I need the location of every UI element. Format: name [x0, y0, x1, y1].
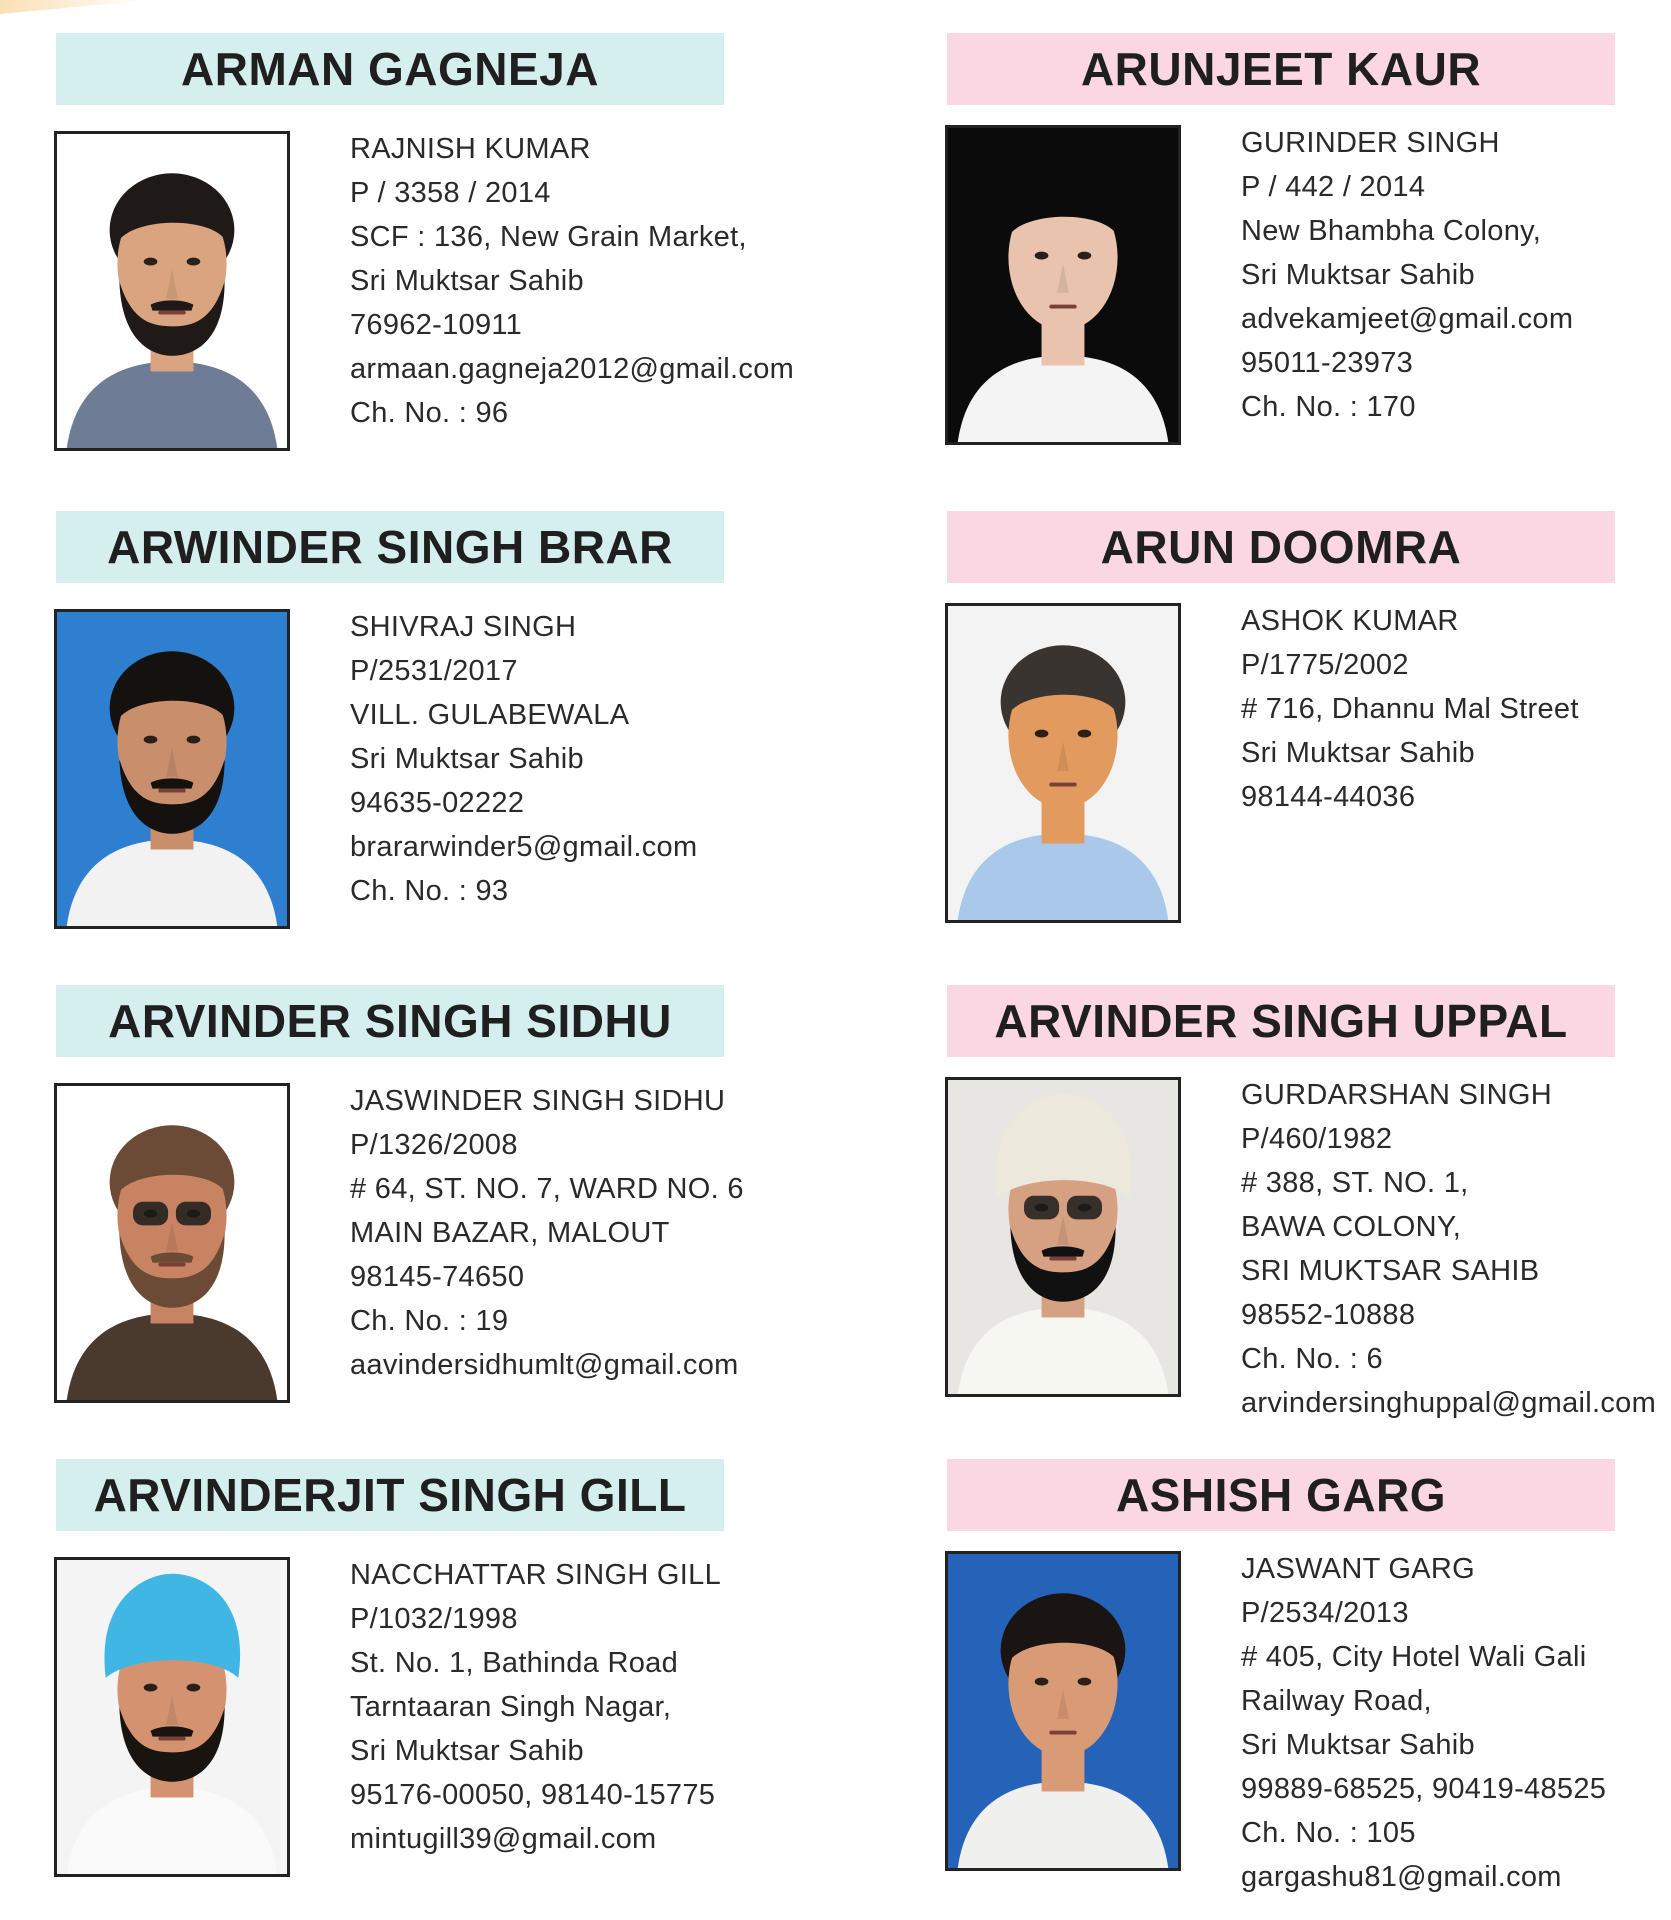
left-eye — [144, 1684, 158, 1692]
detail-line: JASWINDER SINGH SIDHU — [350, 1085, 726, 1117]
detail-line: aavindersidhumlt@gmail.com — [350, 1349, 739, 1381]
member-name: ARVINDERJIT SINGH GILL — [56, 1459, 724, 1531]
detail-line: MAIN BAZAR, MALOUT — [350, 1217, 670, 1249]
detail-line: NACCHATTAR SINGH GILL — [350, 1559, 721, 1591]
member-photo — [54, 1557, 290, 1877]
detail-line: ASHOK KUMAR — [1241, 605, 1459, 637]
detail-line: 94635-02222 — [350, 787, 525, 819]
member-details — [350, 127, 795, 435]
member-card — [947, 1459, 1671, 1899]
detail-line: 95011-23973 — [1241, 347, 1414, 379]
left-eye — [1035, 252, 1049, 260]
detail-line: BAWA COLONY, — [1241, 1211, 1462, 1243]
detail-line: P / 3358 / 2014 — [350, 177, 551, 209]
member-details — [1241, 1073, 1671, 1425]
detail-line: Ch. No. : 6 — [1241, 1343, 1383, 1375]
detail-line: P/1775/2002 — [1241, 649, 1409, 681]
detail-line: GURINDER SINGH — [1241, 127, 1500, 159]
detail-line: armaan.gagneja2012@gmail.com — [350, 353, 795, 385]
member-card — [56, 985, 856, 1425]
detail-line: # 405, City Hotel Wali Gali — [1241, 1641, 1587, 1673]
detail-line: P/2534/2013 — [1241, 1597, 1409, 1629]
detail-line: 76962-10911 — [350, 309, 523, 341]
detail-line: P/460/1982 — [1241, 1123, 1393, 1155]
detail-line: Sri Muktsar Sahib — [350, 1735, 584, 1767]
portrait-illustration — [948, 1554, 1178, 1868]
member-card — [56, 33, 856, 473]
detail-line: 98145-74650 — [350, 1261, 525, 1293]
mouth — [1049, 305, 1076, 309]
right-lens — [1067, 1196, 1102, 1220]
detail-line: gargashu81@gmail.com — [1241, 1861, 1562, 1893]
member-details — [350, 605, 780, 913]
member-name: ARVINDER SINGH SIDHU — [56, 985, 724, 1057]
portrait-illustration — [948, 128, 1178, 442]
detail-line: SRI MUKTSAR SAHIB — [1241, 1255, 1540, 1287]
mouth — [1049, 783, 1076, 787]
detail-line: GURDARSHAN SINGH — [1241, 1079, 1552, 1111]
detail-line: arvindersinghuppal@gmail.com — [1241, 1387, 1657, 1419]
member-details — [1241, 121, 1671, 429]
mouth — [158, 311, 185, 315]
portrait-illustration — [57, 1560, 287, 1874]
detail-line: mintugill39@gmail.com — [350, 1823, 657, 1855]
member-card — [947, 985, 1671, 1425]
detail-line: P / 442 / 2014 — [1241, 171, 1426, 203]
mouth — [1049, 1731, 1076, 1735]
member-details — [1241, 1547, 1671, 1899]
left-lens — [133, 1202, 168, 1226]
detail-line: P/1326/2008 — [350, 1129, 518, 1161]
left-eye — [1035, 730, 1049, 738]
member-card — [56, 1459, 856, 1899]
detail-line: 99889-68525, 90419-48525 — [1241, 1773, 1607, 1805]
detail-line: Sri Muktsar Sahib — [1241, 1729, 1475, 1761]
portrait-illustration — [948, 606, 1178, 920]
detail-line: # 716, Dhannu Mal Street — [1241, 693, 1579, 725]
member-name: ARUNJEET KAUR — [947, 33, 1615, 105]
member-name: ARVINDER SINGH UPPAL — [947, 985, 1615, 1057]
member-name: ARWINDER SINGH BRAR — [56, 511, 724, 583]
detail-line: Sri Muktsar Sahib — [350, 265, 584, 297]
member-photo — [54, 1083, 290, 1403]
detail-line: Tarntaaran Singh Nagar, — [350, 1691, 672, 1723]
member-card — [947, 511, 1671, 951]
detail-line: Ch. No. : 96 — [350, 397, 509, 429]
detail-line: Railway Road, — [1241, 1685, 1432, 1717]
member-photo — [54, 609, 290, 929]
detail-line: SHIVRAJ SINGH — [350, 611, 577, 643]
left-lens — [1024, 1196, 1059, 1220]
left-eye — [144, 258, 158, 266]
detail-line: # 388, ST. NO. 1, — [1241, 1167, 1469, 1199]
detail-line: 98552-10888 — [1241, 1299, 1416, 1331]
member-photo — [945, 603, 1181, 923]
detail-line: P/2531/2017 — [350, 655, 518, 687]
detail-line: P/1032/1998 — [350, 1603, 518, 1635]
member-photo — [54, 131, 290, 451]
member-name: ARMAN GAGNEJA — [56, 33, 724, 105]
left-eye — [144, 736, 158, 744]
member-details — [1241, 599, 1671, 819]
detail-line: RAJNISH KUMAR — [350, 133, 591, 165]
member-details — [350, 1553, 780, 1861]
detail-line: # 64, ST. NO. 7, WARD NO. 6 — [350, 1173, 744, 1205]
mouth — [158, 1737, 185, 1741]
detail-line: brararwinder5@gmail.com — [350, 831, 698, 863]
right-eye — [187, 736, 201, 744]
detail-line: VILL. GULABEWALA — [350, 699, 630, 731]
portrait-illustration — [948, 1080, 1178, 1394]
right-eye — [1078, 730, 1092, 738]
detail-line: Sri Muktsar Sahib — [350, 743, 584, 775]
detail-line: New Bhambha Colony, — [1241, 215, 1542, 247]
member-name: ASHISH GARG — [947, 1459, 1615, 1531]
detail-line: Sri Muktsar Sahib — [1241, 737, 1475, 769]
detail-line: 98144-44036 — [1241, 781, 1416, 813]
member-name: ARUN DOOMRA — [947, 511, 1615, 583]
member-card — [56, 511, 856, 951]
right-lens — [176, 1202, 211, 1226]
detail-line: Ch. No. : 105 — [1241, 1817, 1416, 1849]
left-eye — [1035, 1678, 1049, 1686]
member-card — [947, 33, 1671, 473]
detail-line: Ch. No. : 170 — [1241, 391, 1416, 423]
detail-line: Ch. No. : 19 — [350, 1305, 509, 1337]
detail-line: Sri Muktsar Sahib — [1241, 259, 1475, 291]
mouth — [158, 1263, 185, 1267]
portrait-illustration — [57, 1086, 287, 1400]
portrait-illustration — [57, 134, 287, 448]
member-details — [350, 1079, 780, 1387]
member-photo — [945, 1551, 1181, 1871]
detail-line: JASWANT GARG — [1241, 1553, 1476, 1585]
mouth — [158, 789, 185, 793]
detail-line: 95176-00050, 98140-15775 — [350, 1779, 716, 1811]
member-photo — [945, 125, 1181, 445]
member-photo — [945, 1077, 1181, 1397]
right-eye — [1078, 252, 1092, 260]
detail-line: Ch. No. : 93 — [350, 875, 509, 907]
right-eye — [187, 258, 201, 266]
detail-line: St. No. 1, Bathinda Road — [350, 1647, 679, 1679]
portrait-illustration — [57, 612, 287, 926]
right-eye — [1078, 1678, 1092, 1686]
mouth — [1049, 1257, 1076, 1261]
right-eye — [187, 1684, 201, 1692]
detail-line: advekamjeet@gmail.com — [1241, 303, 1574, 335]
detail-line: SCF : 136, New Grain Market, — [350, 221, 747, 253]
